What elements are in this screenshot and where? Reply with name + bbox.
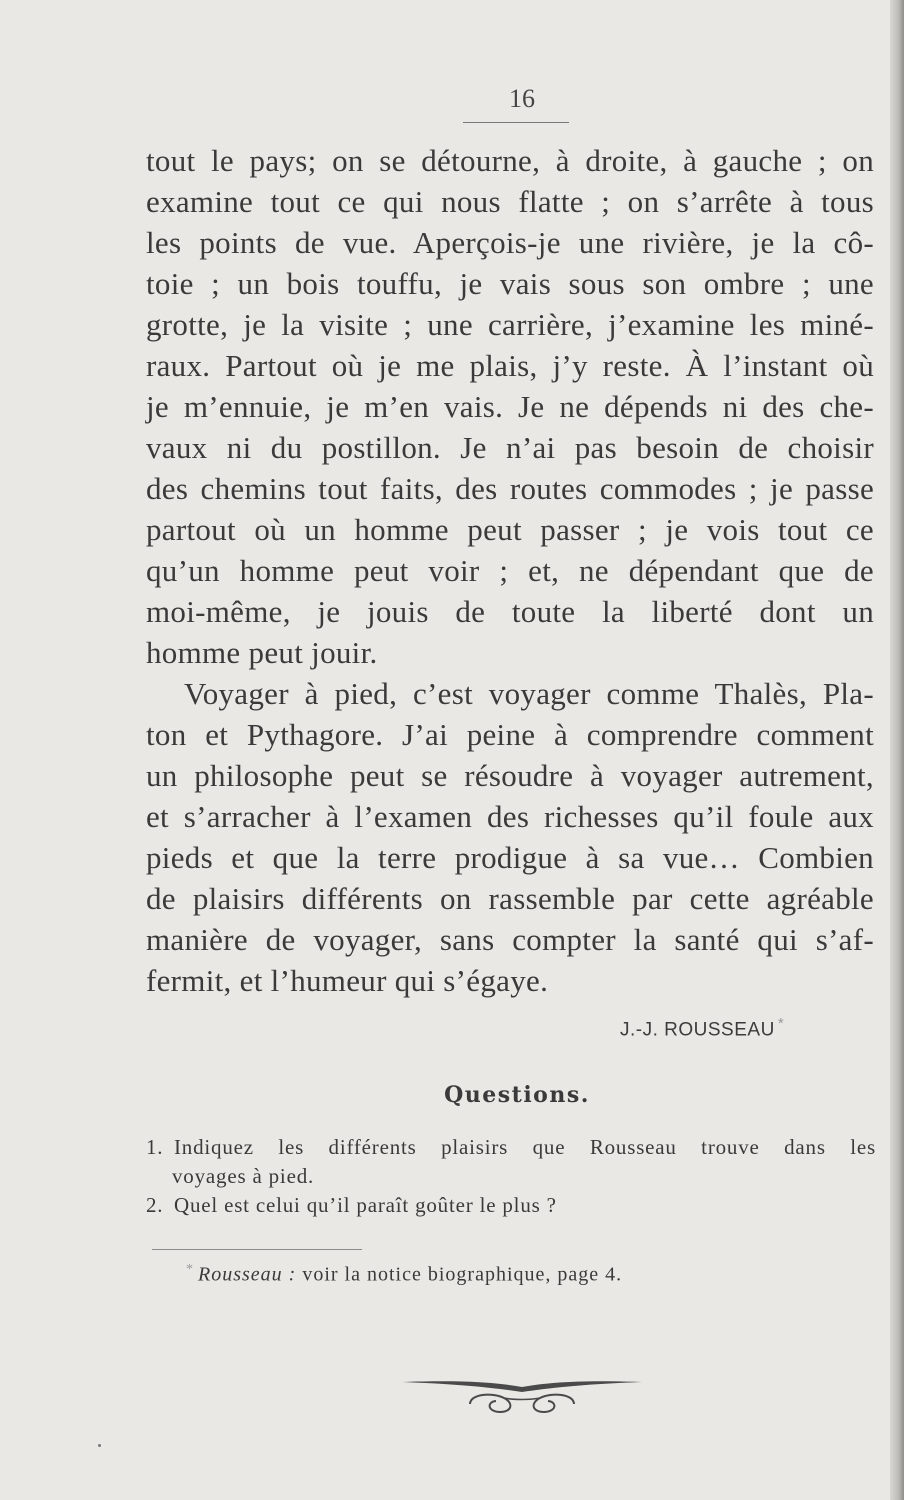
text-line: grotte, je la visite ; une carrière, j’examine les miné- — [146, 307, 874, 342]
footnote-text: voir la notice biographique, page 4. — [302, 1263, 623, 1286]
footnote-marker: * — [186, 1262, 194, 1277]
tailpiece-ornament-icon — [400, 1370, 644, 1420]
author-name: J.-J. ROUSSEAU — [620, 1019, 775, 1041]
question-text: Indiquez les différents plaisirs que Rousseau trouve dans les — [174, 1135, 876, 1159]
text-line: des chemins tout faits, des routes commodes ; je passe — [146, 471, 874, 506]
text-line: partout où un homme peut passer ; je vois tout ce — [146, 512, 874, 547]
footnote-marker: * — [777, 1015, 785, 1032]
page-header — [0, 84, 904, 114]
question-item — [146, 1191, 876, 1220]
text-line: pieds et que la terre prodigue à sa vue… Combien — [146, 840, 874, 875]
text-line: examine tout ce qui nous flatte ; on s’arrête à tous — [146, 184, 874, 219]
text-line: fermit, et l’humeur qui s’égaye. — [146, 963, 549, 998]
text-line: tout le pays; on se détourne, à droite, à gauche ; on — [146, 143, 874, 178]
text-line: toie ; un bois touffu, je vais sous son ombre ; une — [146, 266, 874, 301]
text-line: homme peut jouir. — [146, 635, 378, 670]
page-number-rule — [463, 122, 569, 123]
questions-list — [146, 1133, 876, 1220]
text-line: ton et Pythagore. J’ai peine à comprendre comment — [146, 717, 874, 752]
text-line: moi-même, je jouis de toute la liberté dont un — [146, 594, 874, 629]
text-line: un philosophe peut se résoudre à voyager autrement, — [146, 758, 874, 793]
text-line: les points de vue. Aperçois-je une rivière, je la cô- — [146, 225, 874, 260]
text-line: vaux ni du postillon. Je n’ai pas besoin de choisir — [146, 430, 874, 465]
text-line: qu’un homme peut voir ; et, ne dépendant que de — [146, 553, 874, 588]
main-text — [146, 140, 874, 1001]
page-edge-shadow — [890, 0, 904, 1500]
questions-title: Questions. — [444, 1082, 590, 1108]
question-number: 1. — [146, 1135, 164, 1159]
paper-speck — [98, 1444, 101, 1447]
text-line: je m’ennuie, je m’en vais. Je ne dépends ni des che- — [146, 389, 874, 424]
text-line: de plaisirs différents on rassemble par cette agréable — [146, 881, 874, 916]
text-line: et s’arracher à l’examen des richesses qu’il foule aux — [146, 799, 874, 834]
question-continuation: voyages à pied. — [172, 1164, 315, 1188]
question-item — [146, 1133, 876, 1162]
page-number: 16 — [509, 84, 535, 113]
text-line: Voyager à pied, c’est voyager comme Thalès, Pla- — [184, 676, 874, 711]
author-signature — [620, 1015, 784, 1041]
questions-heading — [0, 1082, 904, 1108]
footnote-rule — [152, 1249, 362, 1250]
footnote — [186, 1262, 622, 1287]
footnote-name: Rousseau : — [198, 1263, 297, 1286]
text-line: manière de voyager, sans compter la santé qui s’af- — [146, 922, 874, 957]
question-number: 2. — [146, 1193, 164, 1217]
text-line: raux. Partout où je me plais, j’y reste. À l’instant où — [146, 348, 874, 383]
question-text: Quel est celui qu’il paraît goûter le plus ? — [174, 1193, 557, 1217]
